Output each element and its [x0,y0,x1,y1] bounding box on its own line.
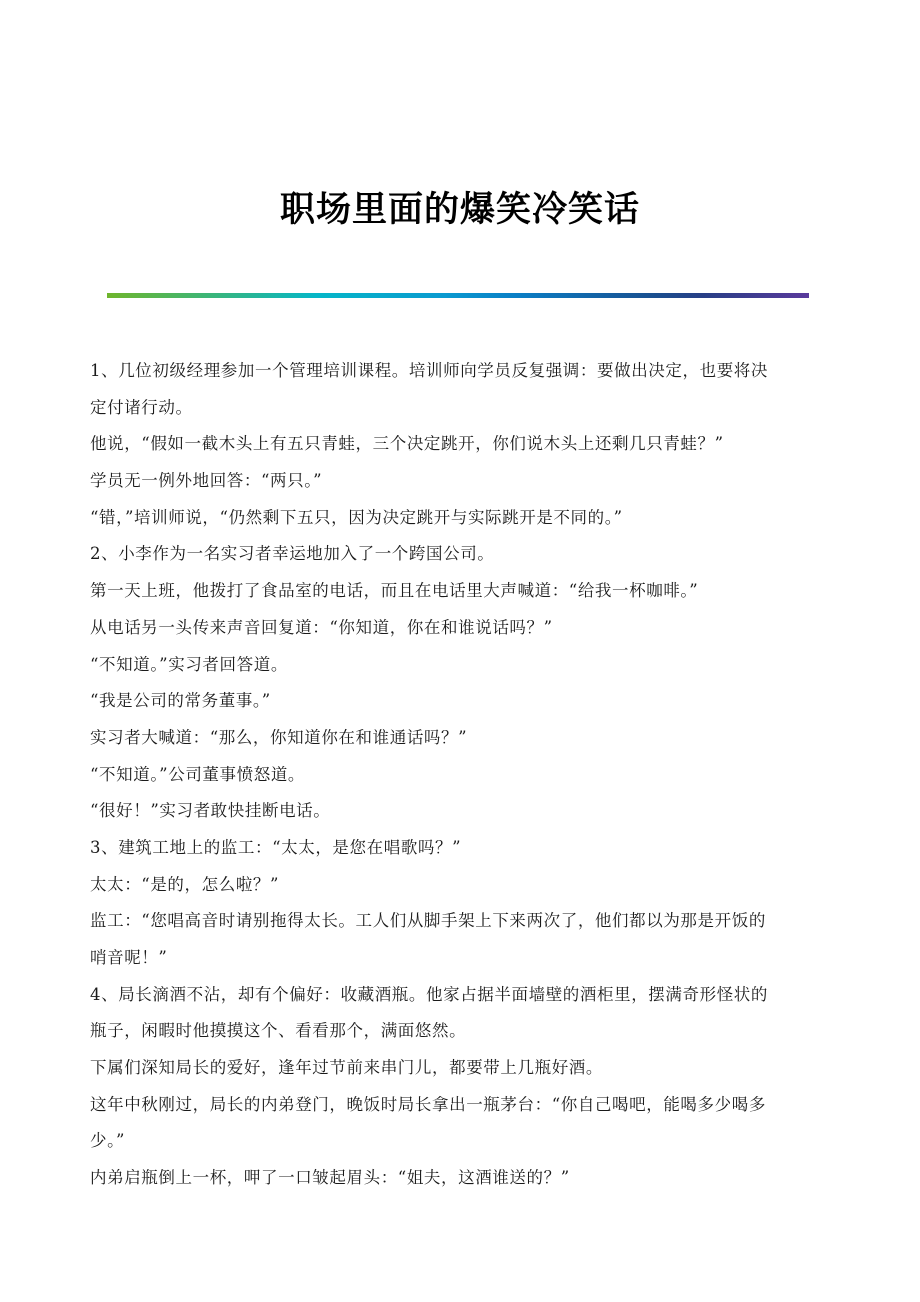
joke-1-line-3: 他说，“假如一截木头上有五只青蛙，三个决定跳开，你们说木头上还剩几只青蛙？” [90,434,724,454]
joke-3-line-4: 哨音呢！” [90,948,168,967]
joke-4-line-1: 4、局长滴酒不沾，却有个偏好：收藏酒瓶。他家占据半面墙壁的酒柜里，摆满奇形怪状的 [90,984,768,1004]
joke-2-line-7: “不知道。”公司董事愤怒道。 [90,764,306,784]
joke-2-line-3: 从电话另一头传来声音回复道：“你知道，你在和谁说话吗？” [90,617,553,637]
joke-3-line-3: 监工：“您唱高音时请别拖得太长。工人们从脚手架上下来两次了，他们都以为那是开饭的 [90,911,766,931]
joke-3-line-2: 太太：“是的，怎么啦？” [90,874,280,894]
joke-3-line-1: 3、建筑工地上的监工：“太太，是您在唱歌吗？” [90,837,462,857]
joke-4-line-4: 这年中秋刚过，局长的内弟登门，晚饭时局长拿出一瓶茅台：“你自己喝吧，能喝多少喝多 [90,1094,766,1114]
joke-2-line-8: “很好！”实习者敢快挂断电话。 [90,801,331,821]
joke-1-line-5: “错，”培训师说，“仍然剩下五只，因为决定跳开与实际跳开是不同的。” [90,507,623,527]
joke-2-line-1: 2、小李作为一名实习者幸运地加入了一个跨国公司。 [90,544,495,564]
document-title: 职场里面的爆笑冷笑话 [279,189,640,230]
joke-2-line-5: “我是公司的常务董事。” [90,691,271,711]
joke-4-line-2: 瓶子，闲暇时他摸摸这个、看看那个，满面悠然。 [90,1021,467,1041]
joke-4-line-3: 下属们深知局长的爱好，逢年过节前来串门儿，都要带上几瓶好酒。 [90,1058,603,1078]
gradient-divider [107,293,809,298]
joke-4-line-5: 少。” [90,1131,125,1151]
joke-1-line-4: 学员无一例外地回答：“两只。” [90,471,323,491]
document-body [90,353,835,1197]
joke-1-line-1: 1、几位初级经理参加一个管理培训课程。培训师向学员反复强调：要做出决定，也要将决 [90,361,768,380]
joke-2-line-2: 第一天上班，他拨打了食品室的电话，而且在电话里大声喊道：“给我一杯咖啡。” [90,581,699,601]
joke-2-line-6: 实习者大喊道：“那么，你知道你在和谁通话吗？” [90,727,468,747]
joke-2-line-4: “不知道。”实习者回答道。 [90,654,288,674]
joke-4-line-6: 内弟启瓶倒上一杯，呷了一口皱起眉头：“姐夫，这酒谁送的？” [90,1168,570,1188]
joke-1-line-2: 定付诸行动。 [90,397,193,417]
